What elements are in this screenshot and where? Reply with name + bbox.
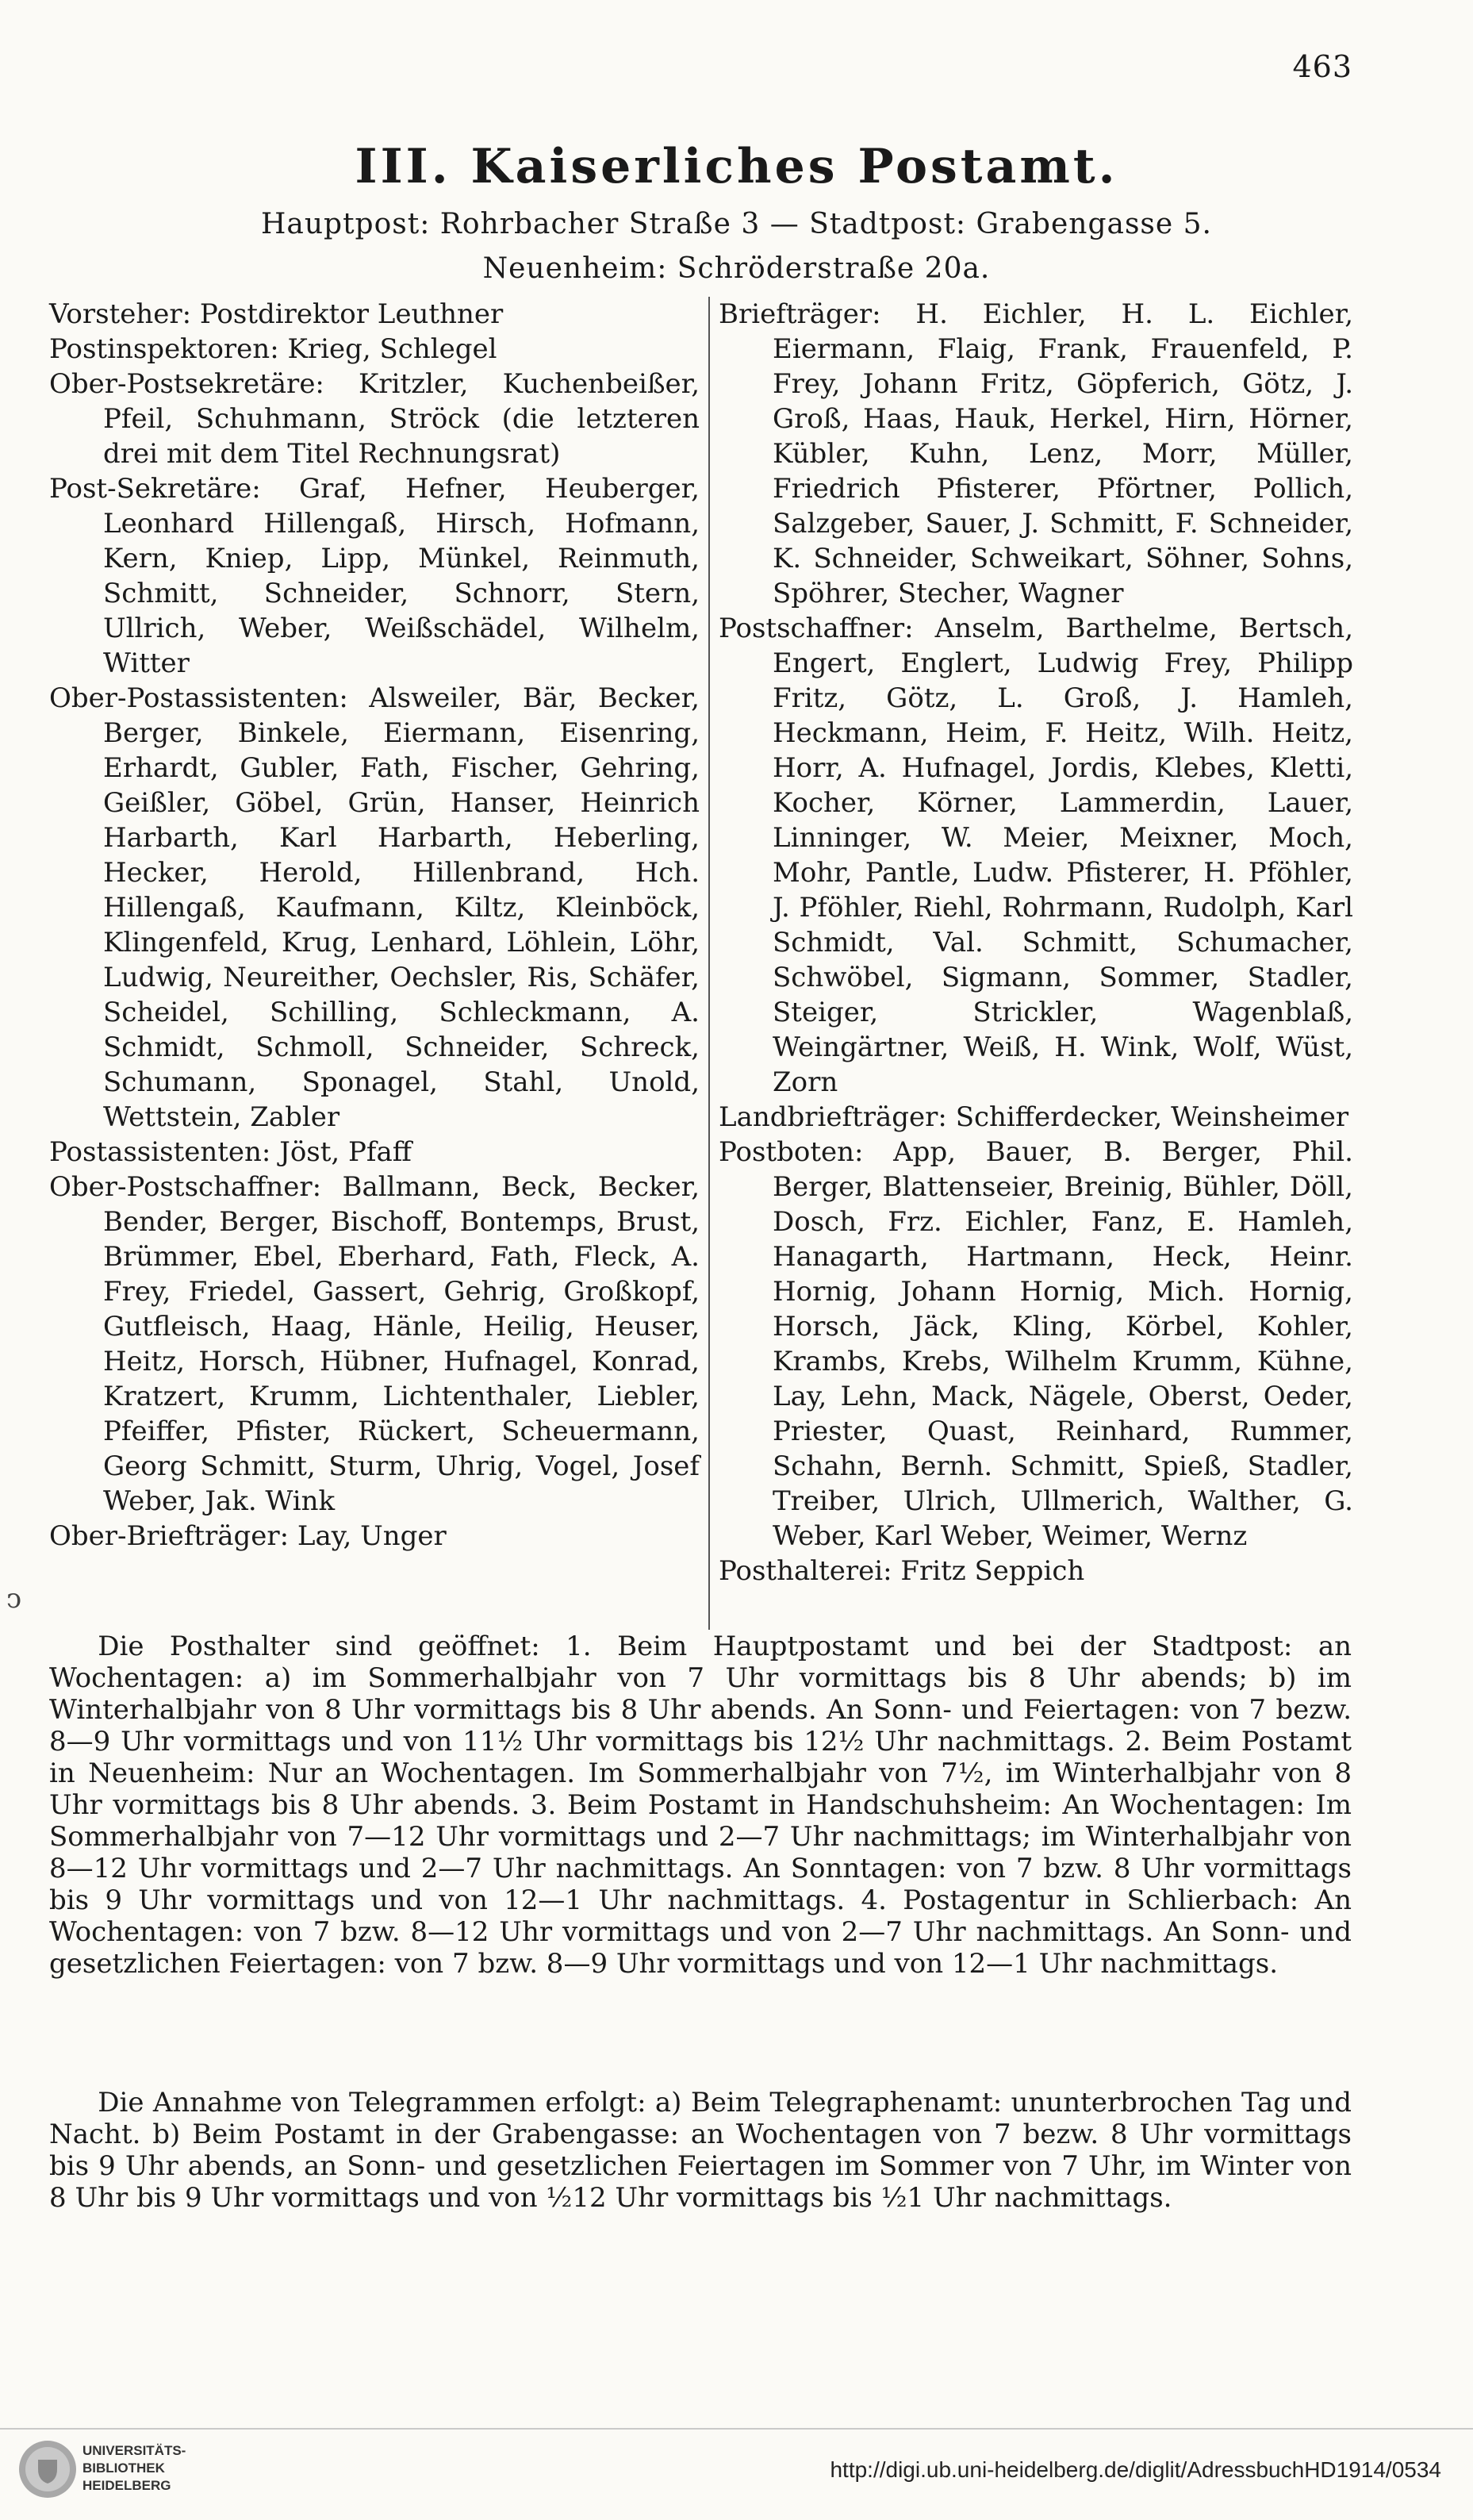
staff-entry-posthalterei: Posthalterei: Fritz Seppich <box>719 1555 1085 1587</box>
staff-entry-ober-postsekretaere: Ober-Postsekretäre: Kritzler, Kuchenbeißer, Pfeil, Schuhmann, Ströck (die letzteren drei mit dem Titel Rechnungsrat) <box>49 368 700 470</box>
staff-column-right <box>719 297 1353 1588</box>
address-line-main: Hauptpost: Rohrbacher Straße 3 — Stadtpost: Grabengasse 5. <box>260 208 1212 240</box>
library-name-line: BIBLIOTHEK <box>82 2460 165 2476</box>
staff-entry-vorsteher: Vorsteher: Postdirektor Leuthner <box>49 298 504 330</box>
opening-hours-paragraph: Die Posthalter sind geöffnet: 1. Beim Hauptpostamt und bei der Stadtpost: an Wochentagen: a) im Sommerhalbjahr von 7 Uhr vormittags bis 8 Uhr abends; b) im Winterhalbjahr von 8 Uhr vormittags bis 8 Uhr abends. An Sonn- und Feiertagen: von 7 bezw. 8—9 Uhr vormittags und von 11½ Uhr vormittags bis 12½ Uhr nachmittags. 2. Beim Postamt in Neuenheim: Nur an Wochentagen. Im Sommerhalbjahr von 7½, im Winterhalbjahr von 8 Uhr vormittags bis 8 Uhr abends. 3. Beim Postamt in Handschuhsheim: An Wochentagen: Im Sommerhalbjahr von 7—12 Uhr vormittags und 2—7 Uhr nachmittags; im Winterhalbjahr von 8—12 Uhr vormittags und 2—7 Uhr nachmittags. An Sonntagen: von 7 bzw. 8 Uhr vormittags bis 9 Uhr vormittags und von 12—1 Uhr nachmittags. 4. Postagentur in Schlierbach: An Wochentagen: von 7 bzw. 8—12 Uhr vormittags und von 2—7 Uhr nachmittags. An Sonn- und gesetzlichen Feiertagen: von 7 bzw. 8—9 Uhr vormittags und von 12—1 Uhr nachmittags. <box>49 1631 1352 1980</box>
staff-entry-ober-postschaffner: Ober-Postschaffner: Ballmann, Beck, Becker, Bender, Berger, Bischoff, Bontemps, Brust, Brümmer, Ebel, Eberhard, Fath, Fleck, A. Frey, Friedel, Gassert, Gehrig, Großkopf, Gutfleisch, Haag, Hänle, Heilig, Heuser, Heitz, Horsch, Hübner, Hufnagel, Konrad, Kratzert, Krumm, Lichtenthaler, Liebler, Pfeiffer, Pfister, Rückert, Scheuermann, Georg Schmitt, Sturm, Uhrig, Vogel, Josef Weber, Jak. Wink <box>49 1171 700 1517</box>
staff-entry-postboten: Postboten: App, Bauer, B. Berger, Phil. Berger, Blattenseier, Breinig, Bühler, Döll, Dosch, Frz. Eichler, Fanz, E. Hamleh, Hanagarth, Hartmann, Heck, Heinr. Hornig, Johann Hornig, Mich. Hornig, Horsch, Jäck, Kling, Körbel, Kohler, Krambs, Krebs, Wilhelm Krumm, Kühne, Lay, Lehn, Mack, Nägele, Oberst, Oeder, Priester, Quast, Reinhard, Rummer, Schahn, Bernh. Schmitt, Spieß, Stadler, Treiber, Ulrich, Ullmerich, Walther, G. Weber, Karl Weber, Weimer, Wernz <box>719 1136 1353 1552</box>
section-title: III. Kaiserliches Postamt. <box>355 139 1118 194</box>
column-divider <box>708 297 710 1630</box>
staff-column-left <box>49 297 700 1554</box>
university-seal-icon <box>16 2437 79 2501</box>
staff-entry-ober-postassistenten: Ober-Postassistenten: Alsweiler, Bär, Becker, Berger, Binkele, Eiermann, Eisenring, Erhardt, Gubler, Fath, Fischer, Gehring, Geißler, Göbel, Grün, Hanser, Heinrich Harbarth, Karl Harbarth, Heberling, Hecker, Herold, Hillenbrand, Hch. Hillengaß, Kaufmann, Kiltz, Kleinböck, Klingenfeld, Krug, Lenhard, Löhlein, Löhr, Ludwig, Neureither, Oechsler, Ris, Schäfer, Scheidel, Schilling, Schleckmann, A. Schmidt, Schmoll, Schneider, Schreck, Schumann, Sponagel, Stahl, Unold, Wettstein, Zabler <box>49 682 700 1133</box>
library-name-line: HEIDELBERG <box>82 2478 171 2493</box>
library-name-line: UNIVERSITÄTS- <box>82 2443 186 2458</box>
address-line-neuenheim: Neuenheim: Schröderstraße 20a. <box>482 252 991 285</box>
staff-entry-ober-brieftraeger: Ober-Briefträger: Lay, Unger <box>49 1520 447 1552</box>
source-url-link[interactable]: http://digi.ub.uni-heidelberg.de/diglit/AdressbuchHD1914/0534 <box>830 2457 1441 2482</box>
staff-entry-landbrieftraeger: Landbriefträger: Schifferdecker, Weinsheimer <box>719 1101 1349 1133</box>
page-number: 463 <box>1292 49 1352 84</box>
footer-divider <box>0 2428 1473 2430</box>
margin-mark: ↄ <box>6 1583 22 1615</box>
library-name <box>82 2442 186 2495</box>
staff-entry-postinspektoren: Postinspektoren: Krieg, Schlegel <box>49 333 497 365</box>
staff-entry-postassistenten: Postassistenten: Jöst, Pfaff <box>49 1136 412 1168</box>
staff-entry-postschaffner: Postschaffner: Anselm, Barthelme, Bertsch, Engert, Englert, Ludwig Frey, Philipp Fritz, Götz, L. Groß, J. Hamleh, Heckmann, Heim, F. Heitz, Wilh. Heitz, Horr, A. Hufnagel, Jordis, Klebes, Kletti, Kocher, Körner, Lammerdin, Lauer, Linninger, W. Meier, Meixner, Moch, Mohr, Pantle, Ludw. Pfisterer, H. Pföhler, J. Pföhler, Riehl, Rohrmann, Rudolph, Karl Schmidt, Val. Schmitt, Schumacher, Schwöbel, Sigmann, Sommer, Stadler, Steiger, Strickler, Wagenblaß, Weingärtner, Weiß, H. Wink, Wolf, Wüst, Zorn <box>719 613 1353 1098</box>
staff-entry-post-sekretaere: Post-Sekretäre: Graf, Hefner, Heuberger, Leonhard Hillengaß, Hirsch, Hofmann, Kern, Kniep, Lipp, Münkel, Reinmuth, Schmitt, Schneider, Schnorr, Stern, Ullrich, Weber, Weißschädel, Wilhelm, Witter <box>49 473 700 679</box>
staff-entry-brieftraeger: Briefträger: H. Eichler, H. L. Eichler, Eiermann, Flaig, Frank, Frauenfeld, P. Frey, Johann Fritz, Göpferich, Götz, J. Groß, Haas, Hauk, Herkel, Hirn, Hörner, Kübler, Kuhn, Lenz, Morr, Müller, Friedrich Pfisterer, Pförtner, Pollich, Salzgeber, Sauer, J. Schmitt, F. Schneider, K. Schneider, Schweikart, Söhner, Sohns, Spöhrer, Stecher, Wagner <box>719 298 1353 609</box>
telegram-hours-paragraph: Die Annahme von Telegrammen erfolgt: a) Beim Telegraphenamt: ununterbrochen Tag und Nacht. b) Beim Postamt in der Grabengasse: an Wochentagen von 7 bezw. 8 Uhr vormittags bis 9 Uhr abends, an Sonn- und gesetzlichen Feiertagen im Sommer von 7 Uhr, im Winter von 8 Uhr bis 9 Uhr vormittags und von ½12 Uhr vormittags bis ½1 Uhr nachmittags. <box>49 2087 1352 2214</box>
